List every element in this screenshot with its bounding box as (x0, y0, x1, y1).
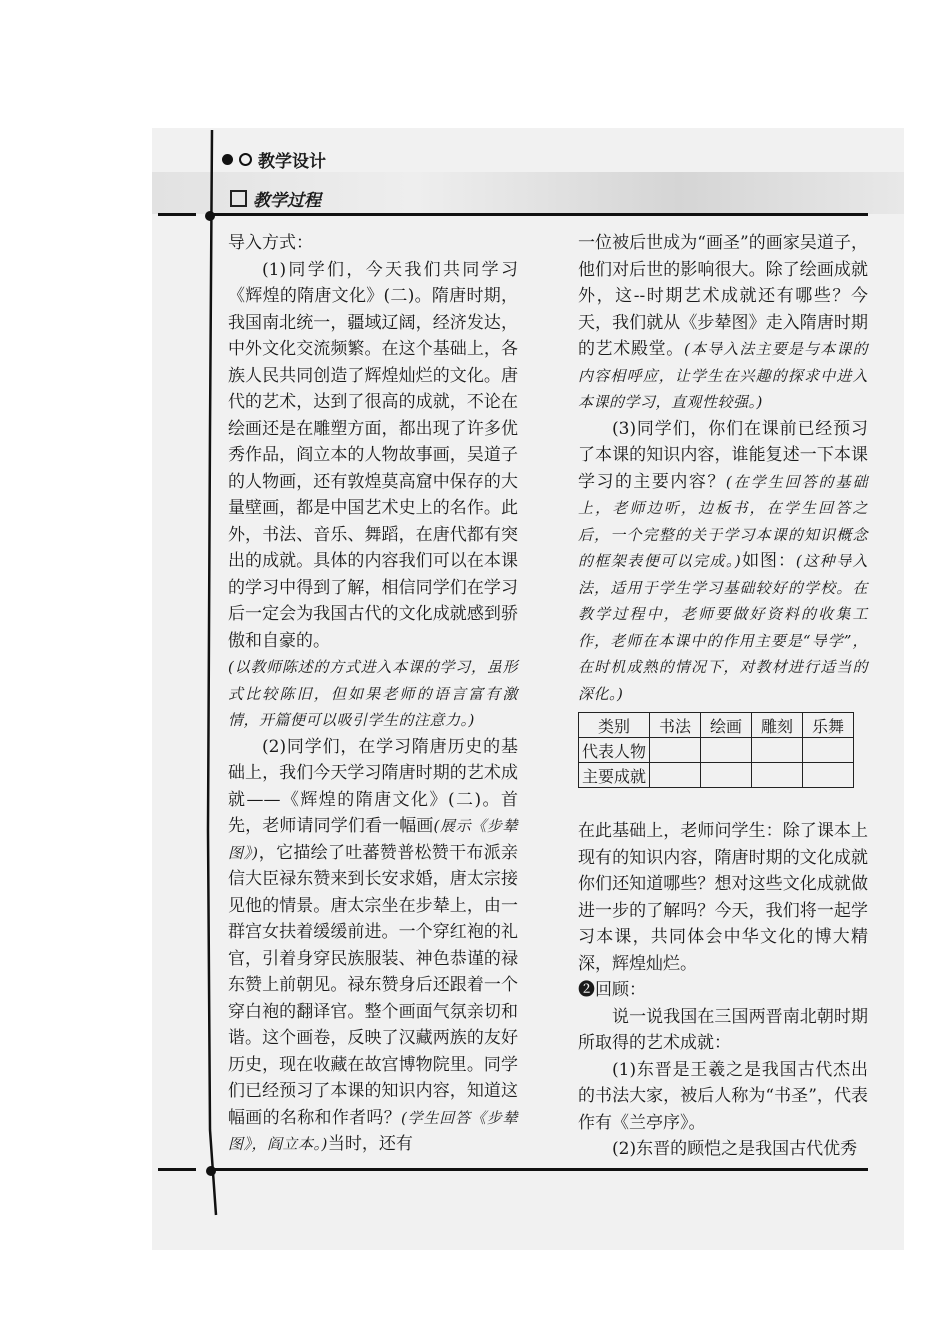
hollow-circle-icon (239, 153, 252, 166)
table-cell (752, 763, 803, 788)
table-cell (650, 738, 701, 763)
square-icon (230, 190, 247, 207)
method-3-part-a: (3)同学们，你们在课前已经预习了本课的知识内容，谁能复述一下本课学习的主要内容？ (578, 418, 868, 492)
table-row (579, 763, 854, 788)
right-column-lower (578, 818, 868, 1163)
transition-paragraph: 在此基础上，老师问学生：除了课本上现有的知识内容，隋唐时期的文化成就你们还知道哪些？想对这些文化成就做进一步的了解吗？今天，我们将一起学习本课，共同体会中华文化的博大精深，辉煌灿烂。 (578, 821, 868, 974)
review-item-2: (2)东晋的顾恺之是我国古代优秀 (612, 1139, 858, 1159)
method-2-part-c: 当时，还有 (327, 1134, 413, 1154)
table-row-label: 主要成就 (579, 763, 650, 788)
method-2-note-b: (学生回答《步辇图》，阎立本。) (228, 1108, 519, 1153)
method-3-note-b: (这种导入法，适用于学生学习基础较好的学校。在教学过程中，老师要做好资料的收集工作，老师在本课中的作用主要是“导学”，在时机成熟的情况下，对教材进行适当的深化。) (578, 552, 869, 703)
method-3-note-a: (在学生回答的基础上，老师边听，边板书，在学生回答之后，一个完整的关于学习本课的知识概念的框架表便可以完成。) (578, 472, 869, 570)
table-cell (650, 763, 701, 788)
method-2-part-d: 一位被后世成为“画圣”的画家吴道子，他们对后世的影响很大。除了绘画成就外，这--时期艺术成就还有哪些？今天，我们就从《步辇图》走入隋唐时期的艺术殿堂。 (578, 233, 868, 359)
section-title: 教学设计 (258, 152, 326, 172)
method-3-part-b: 如图： (741, 551, 796, 571)
method-2-note-c: (本导入法主要是与本课的内容相呼应，让学生在兴趣的探求中进入本课的学习，直观性较强。) (578, 340, 868, 411)
table-row-label: 代表人物 (579, 738, 650, 763)
table-cell (701, 738, 752, 763)
margin-line (204, 130, 224, 1230)
table-row (579, 738, 854, 763)
table-cell (701, 763, 752, 788)
table-header-cell: 书法 (650, 713, 701, 738)
table-header-cell: 类别 (579, 713, 650, 738)
subsection-title: 教学过程 (253, 191, 321, 211)
bottom-rule (212, 1168, 868, 1171)
method-1-note: (以教师陈述的方式进入本课的学习，虽形式比较陈旧，但如果老师的语言富有激情，开篇便可以吸引学生的注意力。) (228, 658, 518, 729)
table-header-row (579, 713, 854, 738)
method-2-note-a: (展示《步辇图》) (228, 817, 518, 862)
table-cell (752, 738, 803, 763)
review-item-1: (1)东晋是王羲之是我国古代杰出的书法大家，被后人称为“书圣”，代表作有《兰亭序》。 (578, 1059, 868, 1133)
bottom-rule-left (158, 1168, 196, 1171)
right-column (578, 230, 868, 707)
section-heading (222, 147, 326, 172)
subsection-heading (230, 186, 321, 211)
left-column (228, 230, 518, 1158)
top-rule-left (158, 213, 196, 216)
method-2-part-a: (2)同学们，在学习隋唐历史的基础上，我们今天学习隋唐时期的艺术成就——《辉煌的隋唐文化》(二)。首先，老师请同学们看一幅画 (228, 736, 518, 836)
method-3-text (578, 416, 868, 708)
table-cell (803, 763, 854, 788)
method-2-text (228, 734, 518, 1158)
method-1-text: (1)同学们，今天我们共同学习《辉煌的隋唐文化》(二)。隋唐时期，我国南北统一，疆域辽阔，经济发达，中外文化交流频繁。在这个基础上，各族人民共同创造了辉煌灿烂的文化。唐代的艺术，达到了很高的成就，不论在绘画还是在雕塑方面，都出现了许多优秀作品，阎立本的人物故事画，吴道子的人物画，还有敦煌莫高窟中保存的大量壁画，都是中国艺术史上的名作。此外，书法、音乐、舞蹈，在唐代都有突出的成就。具体的内容我们可以在本课的学习中得到了解，相信同学们在学习后一定会为我国古代的文化成就感到骄傲和自豪的。 (228, 259, 518, 651)
table-header-cell: 乐舞 (803, 713, 854, 738)
method-2-part-b: ，它描绘了吐蕃赞普松赞干布派亲信大臣禄东赞来到长安求婚，唐太宗接见他的情景。唐太宗坐在步辇上，由一群宫女扶着缓缓前进。一个穿红袍的礼官，引着身穿民族服装、神色恭谨的禄东赞上前朝见。禄东赞身后还跟着一个穿白袍的翻译官。整个画面气氛亲切和谐。这个画卷，反映了汉藏两族的友好历史，现在收藏在故宫博物院里。同学们已经预习了本课的知识内容，知道这幅画的名称和作者吗？ (228, 842, 519, 1128)
table-header-cell: 雕刻 (752, 713, 803, 738)
intro-heading: 导入方式： (228, 233, 313, 253)
table-cell (803, 738, 854, 763)
method-2-continued (578, 230, 868, 416)
table-header-cell: 绘画 (701, 713, 752, 738)
knowledge-framework-table (578, 712, 854, 788)
review-heading: ❷回顾： (578, 980, 646, 1000)
top-rule (212, 213, 868, 216)
review-prompt: 说一说我国在三国两晋南北朝时期所取得的艺术成就： (578, 1006, 868, 1053)
